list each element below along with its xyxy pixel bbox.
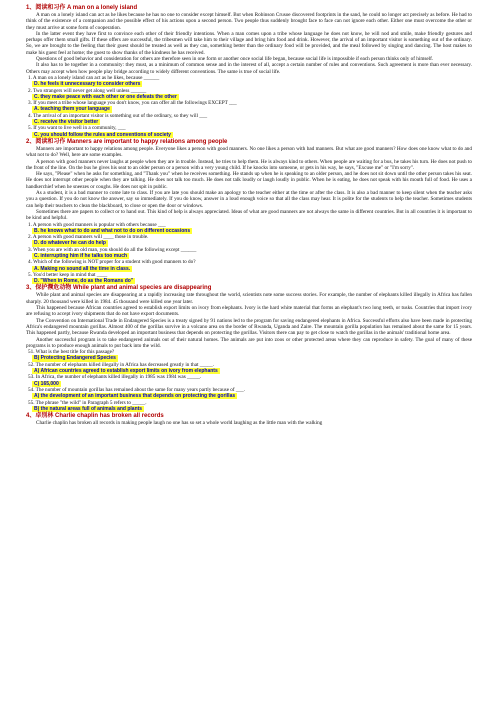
passage-paragraph: Charlie chaplin has broken all records in making people laugh no one has so set a whole world laughing as the little man with the walking — [36, 420, 323, 427]
question-text: 52. The number of elephants killed illegally in Africa has decreased greatly in that _____. — [28, 361, 215, 368]
question-text: 2. A person with good manners will ____ those in trouble. — [28, 234, 149, 241]
passage-paragraph: Sometimes there are papers to collect or to hand out. This kind of help is always appreciated. Ideas of what are good manners are not always the same in different countries. But in all countries it is important to be kind and helpful. — [26, 208, 472, 222]
answer-highlight: C. interrupting him if he talks too much — [34, 252, 128, 259]
reading-section — [26, 285, 472, 412]
question-text: 2. Two strangers will never get along well unless ______ — [28, 87, 147, 94]
question-text: 5. If you want to live well in a community, ___ — [28, 125, 126, 132]
question-text: 53. In Africa, the number of elephants killed illegally in 1985 was 1984 was _____. — [28, 374, 202, 381]
answer-highlight: C. you should follow the rules and conventions of society — [34, 131, 171, 138]
answer-highlight: C) 165,000 — [34, 380, 59, 387]
question-text: 4. Which of the following is NOT proper for a student with good manners to do? — [28, 259, 196, 266]
answer-highlight: A) the development of an important business that depends on protecting the gorillas — [34, 393, 236, 400]
question-text: 4. The arrival of an important visitor is something out of the ordinary, so they will ___ — [28, 112, 208, 119]
answer-highlight: A. Making no sound all the time in class. — [34, 265, 131, 272]
reading-section — [26, 413, 472, 426]
section-title: 1、阅读和习作 A man on a lonely island — [26, 5, 138, 11]
passage-paragraph: Manners are important to happy relations among people. Everyone likes a person with good manners. No one likes a person with bad manners. But what are good manners? How does one know what to do and what not to do? Well, here are some examples. — [26, 145, 472, 159]
answer-highlight: D. he feels it unnecessary to consider others — [34, 81, 141, 88]
question-text: 5. You'd better keep in mind that ____ — [28, 271, 108, 278]
answer-highlight: A) African countries agreed to establish export limits on ivory from elephants — [34, 368, 218, 375]
passage-paragraph: Another successful program is to take endangered animals out of their natural homes. The animals are put into zoos or other protected areas where they can reproduce in safety. The goal of many of these programs is to produce enough animals to put back into the wild. — [26, 336, 472, 349]
passage-paragraph: As a student, it is a bad manner to come late to class. If you are late you should make an apology to the teacher either at the time or after the class. It is also a bad manner to keep silent when the teacher asks you a question. If you do not know the answer, say so immediately. If you do know, answer in a loud enough voice so that all the class may hear. It is polite for the students to help the teacher. Sometimes students can help their teachers to clean the blackboard, to close or open the door or windows. — [26, 190, 472, 209]
section-title: 2、阅读和习作 Manners are important to happy relations among people — [26, 138, 228, 145]
question-text: 3. If you meet a tribe whose language you don't know, you can offer all the followings EXCEPT ___ — [28, 100, 237, 107]
reading-section — [26, 5, 472, 138]
question-text: 3. When you are with an old man, you should do all the following except ______ — [28, 246, 197, 253]
document-content — [26, 4, 472, 426]
answer-highlight: C. receive the visitor better — [34, 119, 99, 126]
answer-highlight: B. he knows what to do and what not to do on different occasions — [34, 227, 191, 234]
passage-paragraph: A person with good manners never laughs at people when they are in trouble. Instead, he tries to help them. He is always kind to others. When people are waiting for a bus, he takes his turn. He does not push to the front of the line. On the bus he gives his seat to an older person or a person with a very young child. If he knocks into someone, or gets in his way, he says, "Excuse me" or "I'm sorry". — [26, 158, 472, 171]
question-text: 1. A person with good manners is popular with others because ___ — [28, 221, 166, 228]
section-title: 4、卓别林 Charlie chaplin has broken all records — [26, 413, 164, 420]
passage-paragraph: The Convention on International Trade in Endangered Species is a treaty signed by 91 nations led to the program for saving endangered elephants in Africa. Successful efforts also have been made in protecting Africa's endangered mountain gorillas. Almost 400 of the gorillas survive in a volcano area on the border of Rwanda, Uganda and Zaire. The mountain gorilla population has remained about the same for 15 years. This happened partly, because Rwanda developed an important business that depends on protecting the gorillas. Visitors there can pay to get close to watch the gorillas in the animals' traditional home area. — [26, 317, 472, 337]
answer-highlight: B) Protecting Endangered Species — [34, 355, 116, 362]
answer-highlight: D. "When in Rome, do as the Romans do" — [34, 278, 134, 285]
section-title: 3、保护濒危动物 While plant and animal species are disappearing — [26, 285, 212, 292]
question-text: 55. The phrase "the wild" in Paragraph 5 refers to _____. — [28, 399, 147, 406]
passage-paragraph: It also has to be together in a community: they must, as a minimum of common sense and in the interest of all, accept a certain number of rules and conventions. Such agreement is more than ever necessary. Others may accept when how people play bridge according to widely different conventions. The same is true of social life. — [26, 62, 472, 75]
answer-highlight: D. do whatever he can do help — [34, 240, 106, 247]
question-text: 1. A man on a lonely island can act as he likes, because ______ — [28, 74, 160, 81]
passage-paragraph: A man on a lonely island can act as he likes because he has no one to consider except himself. But when Robinson Crusoe discovered footprints in the sand, he could no longer act precisely as before. He had to think of the existence of a companion and the possible effect of his actions upon a second person. Two people thus suddenly brought face to face can not ignore each other. Either one must overcome the other or they must arrive at some form of cooperation. — [26, 12, 472, 31]
passage-paragraph: In the latter event they have first to convince each other of their friendly intentions. When a man comes upon a tribe whose language he does not know, he will nod and smile, make friendly gestures and perhaps offer them small gifts. If these offers are successful, the tribesmen will take him to their village and bring him food and drink. However, the arrival of an important visitor is something out of the ordinary. So, we are brought to the feeling that their guest should be treated as well as they can, something better than the ordinary food will be provided, and the meal followed by singing and dancing. The host makes to make his guest feel at home; the guest to show thanks of the kindness he has received. — [26, 30, 472, 56]
passage-paragraph: He says, "Please" when he asks for something, and "Thank you" when he receives something. He stands up when he is speaking to an older person, and he does not sit down until the other person takes his seat. He does not interrupt other people when they are talking. He does not talk too much. He does not talk loudly or laugh loudly in public. When he is eating, he does not speak with his mouth full of food. He uses a handkerchief when he sneezes or coughs. He does not spit in public. — [26, 171, 472, 190]
answer-highlight: A. teaching them your language — [34, 106, 110, 113]
answer-highlight: B) the natural areas full of animals and plants — [34, 405, 143, 412]
passage-paragraph: This happened because African countries agreed to establish export limits on ivory from elephants. Ivory is the hard white material that forms an elephant's two long teeth, or tusks. Countries that import ivory are refusing to accept ivory shipments that do not have export documents. — [26, 305, 472, 318]
passage-paragraph: While plant and animal species are disappearing at a rapidly increasing rate throughout the world, scientists note some success stories. For example, the number of elephants killed illegally in Africa has fallen sharply. 20 thousand were killed in 1984. 45 thousand were killed one year later. — [26, 292, 472, 305]
reading-section — [26, 139, 472, 285]
answer-highlight: C. they make peace with each other or one defeats the other — [34, 93, 177, 100]
passage-paragraph: Questions of good behavior and consideration for others are therefore seen in one form or another once social life began, because social life is impossible if each person thinks only of himself. — [36, 56, 434, 63]
question-text: 51. What is the best title for this passage? — [28, 349, 115, 356]
question-text: 54. The number of mountain gorillas has remained about the same for many years partly because of ___. — [28, 386, 245, 393]
